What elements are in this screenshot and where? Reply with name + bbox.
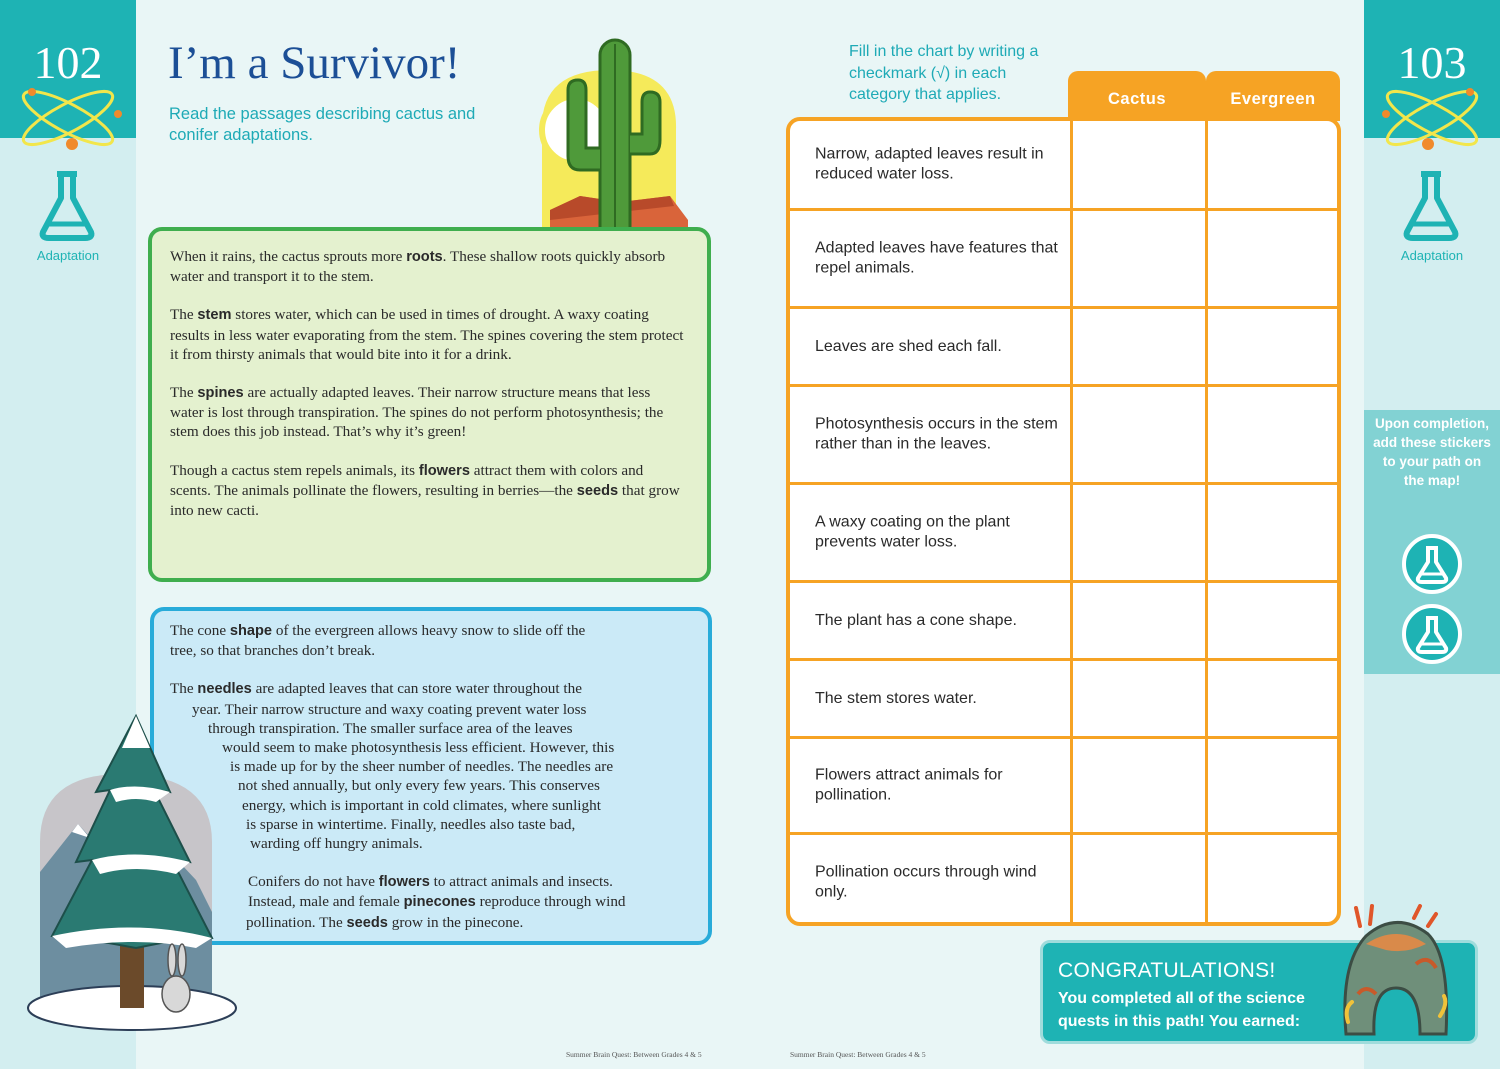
keyword: stem: [197, 307, 232, 324]
passage-line: [170, 815, 688, 834]
row-statement: The stem stores water.: [815, 689, 977, 707]
passage-line: [170, 738, 688, 757]
left-footer: Summer Brain Quest: Between Grades 4 & 5: [566, 1050, 702, 1059]
row-statement: Pollination occurs through wind only.: [815, 863, 1037, 901]
cactus-passage-box: [148, 227, 711, 582]
cactus-check-cell[interactable]: [1073, 835, 1205, 926]
passage-text: are actually adapted leaves. Their narrow structure means that less water is lost through transpiration. The spines do not perform photosynthesis; the stem does this job instead. That’s why it’s green!: [170, 384, 664, 441]
passage-text: to attract animals and insects.: [429, 873, 613, 891]
passage-text: Conifers do not have: [248, 873, 379, 891]
sticker-panel: [1364, 410, 1500, 674]
cactus-check-cell[interactable]: [1073, 309, 1205, 384]
evergreen-check-cell[interactable]: [1208, 485, 1337, 580]
passage-line: [170, 796, 688, 815]
keyword: shape: [229, 623, 273, 639]
row-statement: A waxy coating on the plant prevents water loss.: [815, 513, 1010, 551]
snowy-evergreen-illustration: [26, 712, 238, 1034]
column-header-evergreen: Evergreen: [1206, 71, 1340, 121]
passage-text: are adapted leaves that can store water throughout the: [251, 680, 582, 698]
row-statement: Photosynthesis occurs in the stem rather than in the leaves.: [815, 415, 1058, 453]
passage-line: [170, 913, 688, 933]
rock-arch-illustration: [1336, 904, 1456, 1040]
keyword: pinecones: [403, 894, 476, 911]
passage-text: Though a cactus stem repels animals, its: [170, 461, 419, 479]
checkmark-chart: [786, 117, 1341, 926]
passage-text: The: [170, 384, 198, 402]
chart-row: [790, 121, 1337, 211]
passage-text: attract them with colors and scents. The animals pollinate the flowers, resulting in berries—the: [170, 461, 644, 499]
evergreen-check-cell[interactable]: [1208, 309, 1337, 384]
keyword: needles: [197, 681, 252, 698]
passage-text: of the evergreen allows heavy snow to slide off the: [272, 622, 586, 639]
row-statement: Narrow, adapted leaves result in reduced water loss.: [815, 145, 1044, 183]
evergreen-check-cell[interactable]: [1208, 661, 1337, 736]
evergreen-check-cell[interactable]: [1208, 211, 1337, 306]
keyword: flowers: [418, 462, 470, 479]
evergreen-paragraph: [170, 621, 688, 660]
passage-line: [170, 892, 688, 912]
chart-row: [790, 583, 1337, 661]
passage-text: energy, which is important in cold climates, where sunlight: [242, 796, 601, 814]
page-number: 103: [1397, 37, 1467, 88]
topic-label: Adaptation: [36, 248, 100, 263]
passage-text: The cone: [170, 622, 230, 639]
evergreen-check-cell[interactable]: [1208, 387, 1337, 482]
passage-line: [170, 641, 688, 660]
passage-line: [170, 776, 688, 795]
flask-icon: [37, 170, 97, 242]
chart-instructions: Fill in the chart by writing a checkmark (√) in each category that applies.: [849, 43, 1039, 103]
atom-icon: [1378, 78, 1486, 158]
passage-text: When it rains, the cactus sprouts more: [170, 248, 407, 265]
keyword: seeds: [576, 482, 619, 499]
passage-text: would seem to make photosynthesis less efficient. However, this: [222, 739, 615, 757]
passage-line: [170, 757, 688, 776]
keyword: roots: [406, 249, 443, 265]
right-footer: Summer Brain Quest: Between Grades 4 & 5: [790, 1050, 926, 1059]
row-statement: Adapted leaves have features that repel animals.: [815, 239, 1058, 277]
passage-text: stores water, which can be used in times of drought. A waxy coating results in less water evaporating from the stem. The spines covering the stem protect it from thirsty animals that would bite into it for a drink.: [170, 306, 684, 363]
cactus-check-cell[interactable]: [1073, 485, 1205, 580]
passage-text: reproduce through wind: [475, 893, 626, 911]
chart-row: [790, 661, 1337, 739]
page-title: I’m a Survivor!: [168, 37, 461, 89]
cactus-check-cell[interactable]: [1073, 739, 1205, 832]
chart-row: [790, 309, 1337, 387]
passage-line: [170, 700, 688, 719]
cactus-paragraph: [170, 247, 687, 286]
passage-line: [170, 719, 688, 738]
column-header-cactus: Cactus: [1068, 71, 1206, 121]
topic-label: Adaptation: [1400, 248, 1464, 263]
passage-text: tree, so that branches don’t break.: [170, 642, 376, 660]
passage-line: [170, 679, 688, 699]
cactus-paragraph: [170, 305, 687, 364]
cactus-check-cell[interactable]: [1073, 121, 1205, 208]
chart-row: [790, 387, 1337, 485]
passage-text: not shed annually, but only every few years. This conserves: [238, 777, 600, 795]
evergreen-paragraph: [170, 679, 688, 853]
atom-icon: [14, 78, 122, 158]
passage-text: warding off hungry animals.: [250, 835, 423, 853]
evergreen-check-cell[interactable]: [1208, 739, 1337, 832]
passage-text: The: [170, 680, 198, 698]
page-subtitle: Read the passages describing cactus and conifer adaptations.: [169, 105, 476, 144]
row-statement: The plant has a cone shape.: [815, 611, 1017, 629]
page-number: 102: [33, 37, 103, 88]
passage-line: [170, 834, 688, 853]
passage-text: . These shallow roots quickly absorb water and transport it to the stem.: [170, 248, 666, 286]
cactus-check-cell[interactable]: [1073, 387, 1205, 482]
passage-text: that grow into new cacti.: [170, 481, 680, 520]
chart-row: [790, 211, 1337, 309]
evergreen-check-cell[interactable]: [1208, 835, 1337, 926]
chart-row: [790, 485, 1337, 583]
passage-text: is made up for by the sheer number of needles. The needles are: [230, 758, 614, 776]
flask-sticker-icon: [1400, 602, 1464, 666]
passage-text: through transpiration. The smaller surface area of the leaves: [208, 719, 573, 737]
cactus-check-cell[interactable]: [1073, 661, 1205, 736]
evergreen-check-cell[interactable]: [1208, 121, 1337, 208]
flask-sticker-icon: [1400, 532, 1464, 596]
row-statement: Leaves are shed each fall.: [815, 337, 1002, 355]
cactus-paragraph: [170, 383, 687, 442]
congrats-heading: CONGRATULATIONS!: [1058, 959, 1276, 982]
cactus-check-cell[interactable]: [1073, 211, 1205, 306]
passage-text: Instead, male and female: [248, 893, 404, 911]
passage-text: is sparse in wintertime. Finally, needles also taste bad,: [246, 815, 576, 833]
passage-text: pollination. The: [246, 913, 347, 931]
passage-text: grow in the pinecone.: [387, 913, 524, 931]
evergreen-check-cell[interactable]: [1208, 583, 1337, 658]
cactus-paragraph: [170, 461, 687, 521]
keyword: seeds: [346, 914, 388, 931]
flask-icon: [1401, 170, 1461, 242]
chart-row: [790, 739, 1337, 835]
row-statement: Flowers attract animals for pollination.: [815, 766, 1003, 804]
evergreen-paragraph: [170, 872, 688, 933]
passage-text: The: [170, 306, 198, 324]
cactus-check-cell[interactable]: [1073, 583, 1205, 658]
chart-row: [790, 835, 1337, 926]
sticker-note: Upon completion, add these stickers to your path on the map!: [1373, 416, 1491, 488]
keyword: flowers: [378, 874, 430, 891]
passage-line: [170, 621, 688, 641]
keyword: spines: [197, 385, 244, 402]
passage-text: year. Their narrow structure and waxy coating prevent water loss: [192, 700, 587, 718]
passage-line: [170, 872, 688, 892]
congrats-body: You completed all of the science quests in this path! You earned:: [1058, 990, 1305, 1030]
